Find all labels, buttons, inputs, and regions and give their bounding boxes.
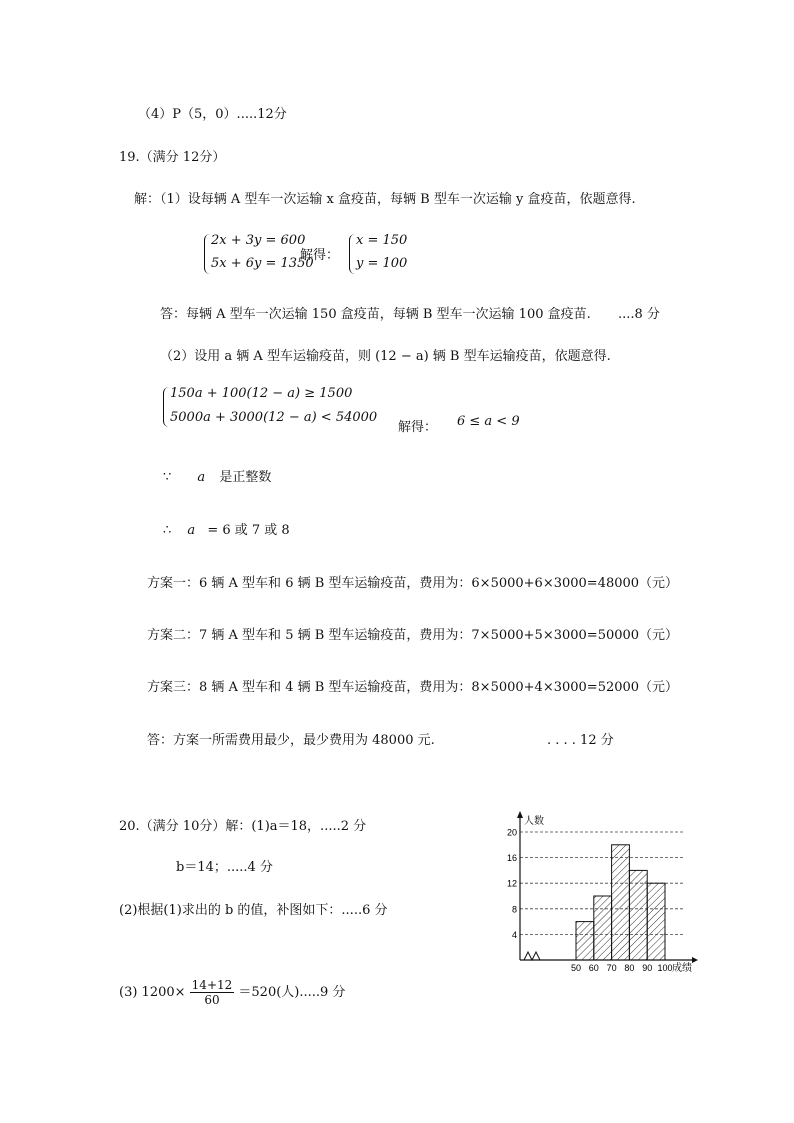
fraction-denominator: 60 <box>204 993 220 1007</box>
x-axis-label: 成绩 <box>672 963 692 974</box>
y-tick-label: 4 <box>511 929 517 940</box>
histogram-bar <box>629 870 647 960</box>
y-tick-label: 20 <box>506 827 517 838</box>
x-tick-label: 50 <box>570 963 582 973</box>
x-tick-label: 100 <box>657 963 673 973</box>
system2-eq1: 150a + 100(12 − a) ≥ 1500 <box>170 386 353 401</box>
q20-line3: (2)根据(1)求出的 b 的值，补图如下：.....6 分 <box>119 903 388 918</box>
histogram-bar <box>612 845 630 960</box>
solution1-x: x = 150 <box>356 233 408 248</box>
q20-line4-prefix: (3) 1200× <box>119 985 186 1000</box>
plan-1: 方案一：6 辆 A 型车和 6 辆 B 型车运输疫苗，费用为：6×5000+6×3000=48000（元） <box>147 576 679 591</box>
therefore-var: a <box>187 523 196 538</box>
therefore-text: = 6 或 7 或 8 <box>207 523 290 538</box>
q19-intro: 解：（1）设每辆 A 型车一次运输 x 盒疫苗，每辆 B 型车一次运输 y 盒疫苗，依题意得. <box>134 192 636 207</box>
x-tick-label: 90 <box>642 963 653 973</box>
histogram-bar <box>576 922 594 960</box>
because-line <box>163 466 271 485</box>
fraction-numerator: 14+12 <box>191 978 233 992</box>
therefore-line <box>163 519 290 538</box>
plan-3: 方案三：8 辆 A 型车和 4 辆 B 型车运输疫苗，费用为：8×5000+4×3000=52000（元） <box>147 680 679 695</box>
q20-line4 <box>119 978 345 1007</box>
q20-line4-suffix: ＝520(人).....9 分 <box>238 985 346 1000</box>
q20-line2: b＝14；.....4 分 <box>176 860 273 875</box>
x-axis-arrow <box>692 957 698 963</box>
q18-part4: （4）P（5，0）.....12分 <box>138 107 287 122</box>
system1-eq1: 2x + 3y = 600 <box>211 233 306 248</box>
q19-header: 19.（满分 12分） <box>119 150 226 165</box>
system1-eq2: 5x + 6y = 1350 <box>211 256 314 271</box>
y-tick-label: 8 <box>511 904 517 915</box>
q20-line1: 20.（满分 10分）解：(1)a＝18，.....2 分 <box>119 819 367 834</box>
therefore-symbol: ∴ <box>163 523 172 538</box>
histogram-bar <box>647 883 665 960</box>
q19-final-score: . . . . 12 分 <box>547 733 614 748</box>
y-tick-label: 16 <box>506 853 517 864</box>
because-var: a <box>197 470 206 485</box>
q19-final-answer: 答：方案一所需费用最少，最少费用为 48000 元. <box>147 733 435 748</box>
y-axis-label: 人数 <box>524 816 544 827</box>
plan-2: 方案二：7 辆 A 型车和 5 辆 B 型车运输疫苗，费用为：7×5000+5×3000=50000（元） <box>147 628 679 643</box>
solution1-brace <box>349 234 356 274</box>
x-tick-label: 80 <box>624 963 635 973</box>
because-symbol: ∵ <box>163 470 172 485</box>
histogram-bar <box>594 896 612 960</box>
solve-label-2: 解得： <box>398 420 438 435</box>
axis-break-mark <box>524 952 540 960</box>
q19-score1: ....8 分 <box>618 307 660 322</box>
system2-brace <box>163 387 170 427</box>
x-tick-label: 60 <box>588 963 599 973</box>
histogram-chart <box>500 808 700 978</box>
q19-answer1: 答：每辆 A 型车一次运输 150 盒疫苗，每辆 B 型车一次运输 100 盒疫苗. <box>160 307 591 322</box>
q19-part2-intro: （2）设用 a 辆 A 型车运输疫苗，则 (12 − a) 辆 B 型车运输疫苗，依题意得. <box>160 349 611 364</box>
fraction <box>190 978 235 1007</box>
y-tick-label: 12 <box>506 878 517 889</box>
y-axis-arrow <box>517 811 523 818</box>
solve-label-1: 解得： <box>300 248 340 263</box>
x-tick-label: 70 <box>606 963 617 973</box>
system1-brace <box>204 234 211 274</box>
system2-eq2: 5000a + 3000(12 − a) < 54000 <box>170 410 378 425</box>
inequality-result: 6 ≤ a < 9 <box>457 414 520 429</box>
because-text: 是正整数 <box>219 470 272 485</box>
solution1-y: y = 100 <box>356 256 408 271</box>
